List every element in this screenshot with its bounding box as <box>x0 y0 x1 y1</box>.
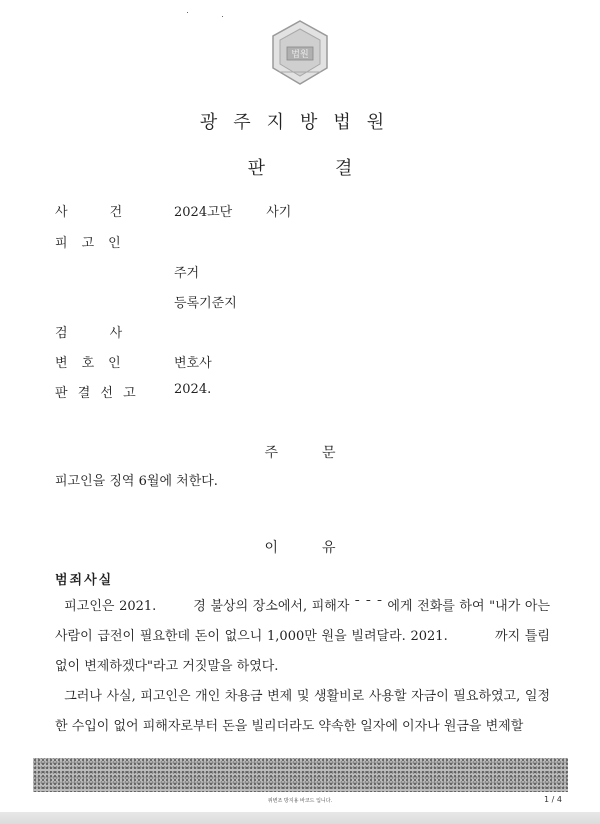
value-counsel: 변호사 <box>174 356 212 371</box>
court-name: 광주지방법원 <box>199 112 401 133</box>
order-heading: 주 문 <box>264 445 336 461</box>
order-text: 피고인을 징역 6월에 처한다. <box>55 474 218 489</box>
emblem-text: 법원 <box>291 50 309 60</box>
anti-forgery-barcode <box>33 758 568 792</box>
scan-speck <box>222 16 223 17</box>
court-emblem-icon <box>265 18 335 88</box>
paragraph-1: 피고인은 2021. 경 불상의 장소에서, 피해자 ˉ ˉ ˉ 에게 전화를 하여 "내가 아는 사람이 급전이 필요한데 돈이 없으니 1,000만 원을 빌려달라. 2021. 까지 틀림없이 변제하겠다"라고 거짓말을 하였다. <box>55 599 555 674</box>
document-title <box>0 154 600 180</box>
label-sentence-date: 판 결 선 고 <box>55 386 139 401</box>
value-address: 주거 <box>174 266 200 281</box>
section-subheading: 범죄사실 <box>55 573 114 588</box>
label-case: 사 건 <box>55 205 123 220</box>
label-defendant: 피 고 인 <box>55 236 121 251</box>
page-number: 1 / 4 <box>544 795 562 804</box>
page-edge <box>0 812 600 824</box>
scan-speck <box>187 12 188 13</box>
reasons-heading: 이 유 <box>264 540 336 556</box>
title-char-1: 판 <box>247 158 265 179</box>
value-case: 2024고단 사기 <box>174 205 292 220</box>
barcode-note: 위변조 방지용 바코드 입니다. <box>267 798 333 804</box>
title-char-2: 결 <box>335 158 353 179</box>
label-prosecutor: 검 사 <box>55 326 123 341</box>
value-registry: 등록기준지 <box>174 296 237 311</box>
label-counsel: 변 호 인 <box>55 356 121 371</box>
paragraph-2: 그러나 사실, 피고인은 개인 차용금 변제 및 생활비로 사용할 자금이 필요하였고, 일정한 수입이 없어 피해자로부터 돈을 빌리더라도 약속한 일자에 이자나 원금을 변제할 <box>55 689 550 734</box>
value-sentence-date: 2024. <box>174 382 212 397</box>
